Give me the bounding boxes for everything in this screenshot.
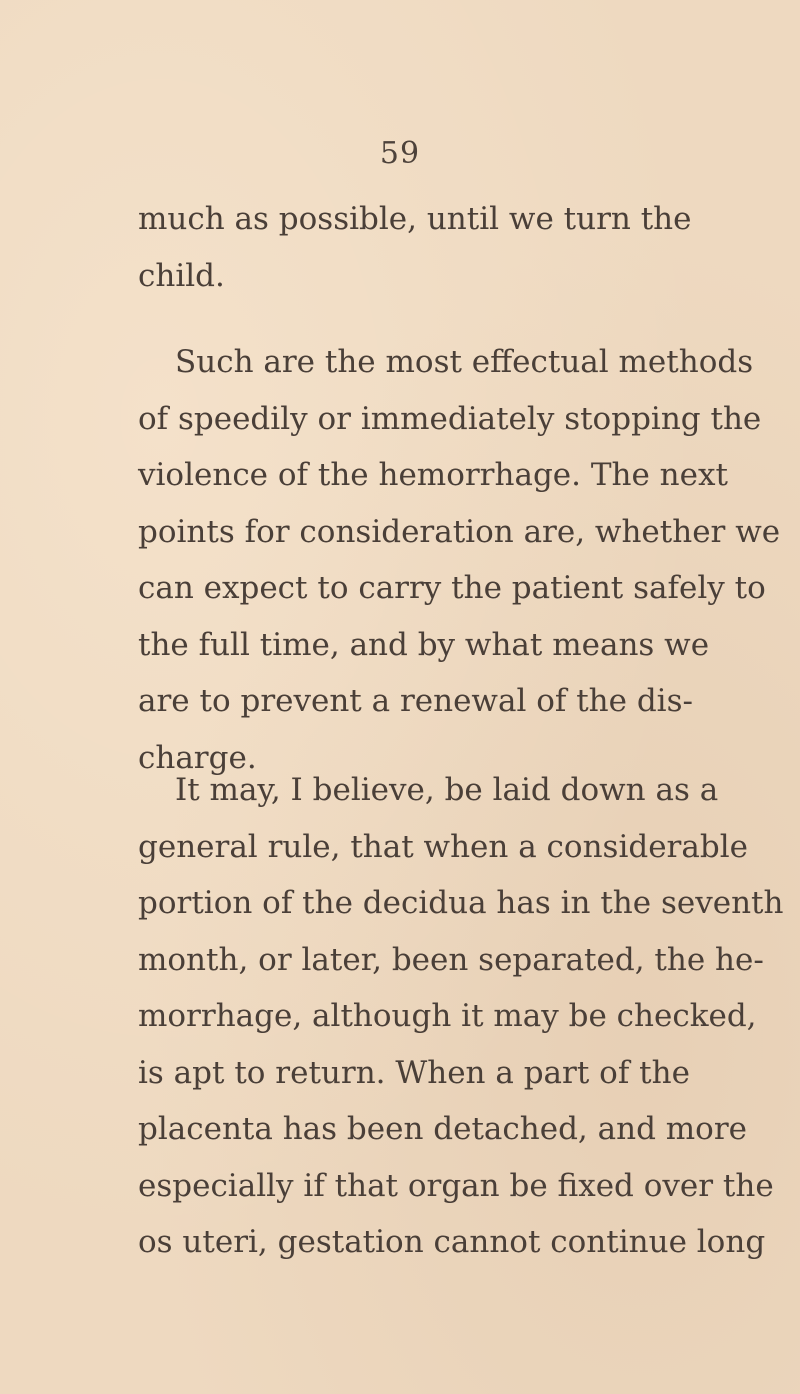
text-line: points for consideration are, whether we xyxy=(138,513,781,550)
text-line: general rule, that when a considerable xyxy=(138,828,748,865)
text-line: placenta has been detached, and more xyxy=(138,1111,747,1147)
text-line: morrhage, although it may be checked, xyxy=(138,998,757,1034)
text-line: child. xyxy=(138,257,225,294)
text-line: month, or later, been separated, the he- xyxy=(138,941,764,978)
text-line: the full time, and by what means we xyxy=(138,626,710,663)
text-line: much as possible, until we turn the xyxy=(138,201,692,237)
text-line: Such are the most effectual methods xyxy=(175,344,754,380)
text-line: can expect to carry the patient safely to xyxy=(138,570,766,606)
text-line: violence of the hemorrhage. The next xyxy=(138,457,728,493)
paragraph-continuation xyxy=(138,191,692,304)
text-line: of speedily or immediately stopping the xyxy=(138,400,762,437)
text-line: charge. xyxy=(138,739,257,776)
text-line: is apt to return. When a part of the xyxy=(138,1054,690,1091)
text-line: It may, I believe, be laid down as a xyxy=(175,772,719,808)
text-line: are to prevent a renewal of the dis- xyxy=(138,683,693,719)
text-line: os uteri, gestation cannot continue long xyxy=(138,1224,766,1260)
text-line: portion of the decidua has in the seventh xyxy=(138,885,784,921)
paragraph-hemorrhage-methods xyxy=(138,334,781,786)
text-line: especially if that organ be fixed over the xyxy=(138,1167,774,1204)
paragraph-general-rule xyxy=(138,762,784,1271)
page-number: 59 xyxy=(379,136,421,171)
